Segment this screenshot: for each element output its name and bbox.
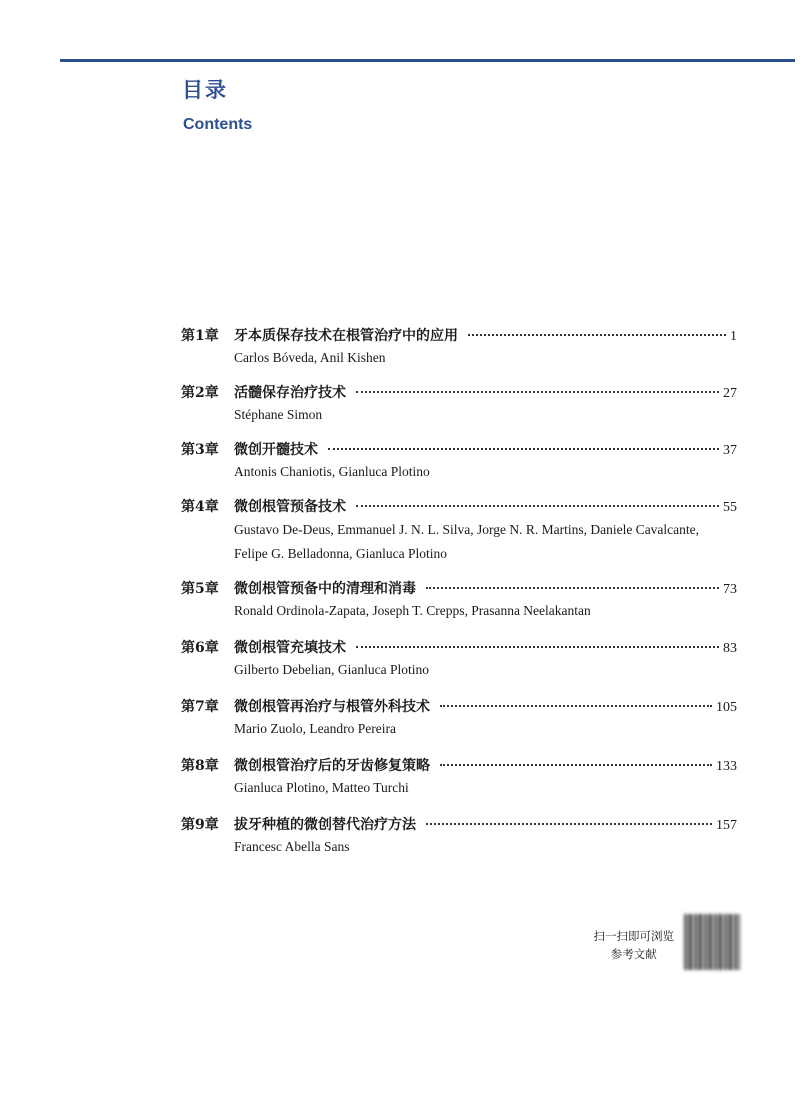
chapter-authors: Ronald Ordinola-Zapata, Joseph T. Crepps, Prasanna Neelakantan <box>234 603 591 618</box>
chapter-title[interactable]: 微创根管再治疗与根管外科技术 <box>234 699 430 715</box>
chapter-title[interactable]: 活髓保存治疗技术 <box>234 385 346 401</box>
chapter-title[interactable]: 微创根管治疗后的牙齿修复策略 <box>234 758 430 774</box>
page-number: 37 <box>723 443 737 458</box>
chapter-title[interactable]: 微创根管充填技术 <box>234 640 346 656</box>
chapter-number: 第3章 <box>181 442 219 458</box>
chapter-title[interactable]: 牙本质保存技术在根管治疗中的应用 <box>234 328 458 344</box>
page-number: 83 <box>723 641 737 656</box>
chapter-title[interactable]: 微创根管预备中的清理和消毒 <box>234 581 416 597</box>
toc-entry[interactable] <box>181 814 737 857</box>
dot-leader <box>426 822 712 825</box>
chapter-title[interactable]: 微创根管预备技术 <box>234 499 346 515</box>
dot-leader <box>356 504 719 507</box>
chapter-authors: Gianluca Plotino, Matteo Turchi <box>234 780 409 795</box>
page-number: 105 <box>716 700 737 715</box>
toc-entry[interactable] <box>181 578 737 621</box>
qr-caption-line2: 参考文献 <box>610 947 657 961</box>
page-number: 55 <box>723 500 737 515</box>
chapter-authors: Gustavo De-Deus, Emmanuel J. N. L. Silva, Jorge N. R. Martins, Daniele Cavalcante, <box>234 522 700 537</box>
chapter-number: 第9章 <box>181 817 219 833</box>
dot-leader <box>356 390 719 393</box>
chapter-number: 第8章 <box>181 758 219 774</box>
page-number: 1 <box>730 329 737 344</box>
toc-entry[interactable] <box>181 325 737 368</box>
dot-leader <box>328 447 719 450</box>
dot-leader <box>440 763 712 766</box>
qr-caption <box>594 927 675 963</box>
chapter-authors: Stéphane Simon <box>234 407 323 422</box>
chapter-authors: Gilberto Debelian, Gianluca Plotino <box>234 662 429 677</box>
table-of-contents <box>181 325 737 857</box>
dot-leader <box>356 645 719 648</box>
chapter-number: 第1章 <box>181 328 219 344</box>
toc-entry[interactable] <box>181 755 737 798</box>
header-rule <box>60 59 795 62</box>
toc-entry[interactable] <box>181 696 737 739</box>
chapter-title[interactable]: 微创开髓技术 <box>234 442 318 458</box>
page-title-cn: 目录 <box>182 78 228 102</box>
page-number: 157 <box>716 818 737 833</box>
chapter-title[interactable]: 拔牙种植的微创替代治疗方法 <box>234 817 416 833</box>
page-number: 27 <box>723 386 737 401</box>
toc-entry[interactable] <box>181 382 737 425</box>
chapter-number: 第6章 <box>181 640 219 656</box>
qr-caption-line1: 扫一扫即可浏览 <box>593 929 674 943</box>
toc-entry[interactable] <box>181 637 737 680</box>
chapter-authors: Felipe G. Belladonna, Gianluca Plotino <box>234 546 447 561</box>
qr-code-icon[interactable] <box>684 914 740 970</box>
toc-entry[interactable] <box>181 496 737 566</box>
dot-leader <box>468 333 726 336</box>
page-title-en: Contents <box>183 116 253 133</box>
chapter-number: 第7章 <box>181 699 219 715</box>
chapter-authors: Antonis Chaniotis, Gianluca Plotino <box>234 464 430 479</box>
chapter-authors: Mario Zuolo, Leandro Pereira <box>234 721 396 736</box>
page-number: 133 <box>716 759 737 774</box>
chapter-authors: Carlos Bóveda, Anil Kishen <box>234 350 386 365</box>
chapter-authors: Francesc Abella Sans <box>234 839 350 854</box>
toc-entry[interactable] <box>181 439 737 482</box>
dot-leader <box>440 704 712 707</box>
page-number: 73 <box>723 582 737 597</box>
dot-leader <box>426 586 719 589</box>
qr-references-block <box>590 914 740 970</box>
chapter-number: 第4章 <box>181 499 219 515</box>
chapter-number: 第5章 <box>181 581 219 597</box>
chapter-number: 第2章 <box>181 385 219 401</box>
